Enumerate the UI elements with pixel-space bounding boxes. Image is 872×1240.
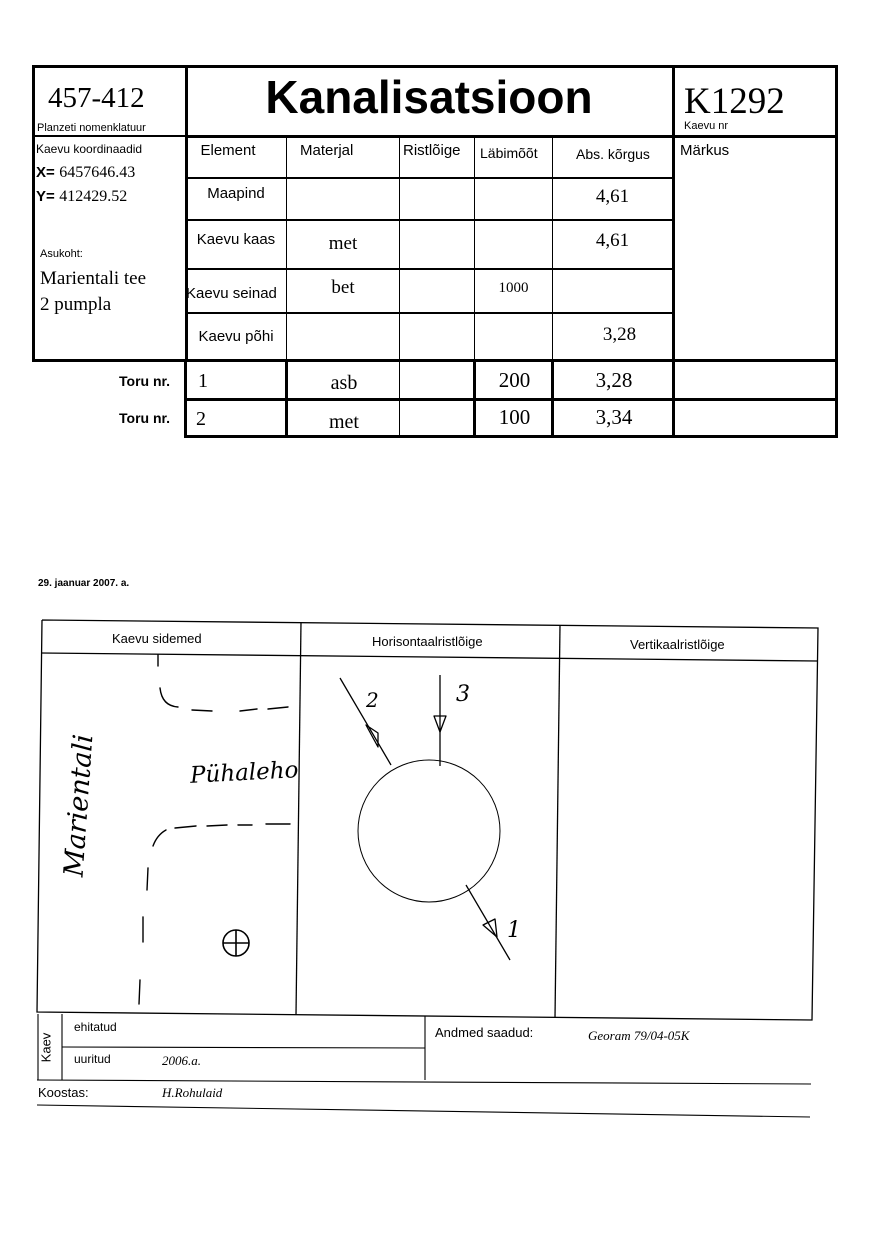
coordinate-x-label: X= (36, 164, 55, 181)
location-line-1: Marientali tee (40, 268, 147, 289)
location-label: Asukoht: (40, 248, 83, 260)
row-elevation: 4,61 (595, 186, 630, 207)
surveyed-label: uuritud (74, 1052, 111, 1066)
arrow-label-3: 3 (456, 682, 470, 707)
page-title: Kanalisatsioon (265, 71, 593, 123)
row-element: Kaevu seinad (186, 285, 277, 302)
pipe-diameter: 200 (498, 368, 531, 392)
pipe-elevation: 3,34 (595, 405, 633, 429)
row-elevation: 3,28 (602, 324, 637, 345)
column-header-elevation: Abs. kõrgus (576, 146, 650, 162)
sketch-column-vertical-section: Vertikaalristlõige (630, 637, 725, 652)
pipe-diameter: 100 (498, 405, 531, 429)
coordinate-y-value: 412429.52 (59, 188, 128, 205)
row-material: bet (331, 277, 355, 298)
author-label: Koostas: (38, 1085, 89, 1100)
location-line-2: 2 pumpla (40, 294, 112, 315)
pipe-material: asb (330, 372, 358, 394)
built-label: ehitatud (74, 1020, 117, 1034)
pipe-material: met (329, 411, 359, 433)
pipe-number: 2 (196, 408, 206, 430)
row-diameter: 1000 (498, 280, 529, 296)
coordinate-x-value: 6457646.43 (59, 164, 136, 181)
nomenclature-value: 457-412 (48, 82, 145, 114)
well-number-value: K1292 (684, 81, 785, 122)
data-source-label: Andmed saadud: (435, 1025, 534, 1040)
row-elevation: 4,61 (595, 230, 630, 251)
sketch-column-connections: Kaevu sidemed (112, 631, 202, 646)
data-source-value: Georam 79/04-05K (588, 1028, 690, 1043)
coordinate-y-label: Y= (36, 188, 55, 205)
pipe-number: 1 (198, 370, 208, 392)
arrow-label-2: 2 (366, 688, 379, 712)
pipe-elevation: 3,28 (595, 368, 633, 392)
column-header-diameter: Läbimõõt (480, 145, 538, 161)
coordinates-label: Kaevu koordinaadid (36, 142, 143, 156)
surveyed-value: 2006.a. (162, 1053, 201, 1068)
kaev-label: Kaev (38, 1032, 54, 1063)
pipe-label: Toru nr. (119, 373, 171, 389)
row-element: Maapind (207, 185, 265, 202)
nomenclature-label: Planzeti nomenklatuur (37, 122, 146, 134)
row-material: met (328, 233, 358, 254)
document-date: 29. jaanuar 2007. a. (38, 578, 130, 589)
street-label-horizontal: Pühaleho (189, 757, 300, 789)
column-header-material: Materjal (300, 142, 354, 159)
street-label-vertical: Marientali (58, 733, 100, 878)
arrow-label-1: 1 (507, 918, 521, 943)
row-element: Kaevu põhi (198, 328, 274, 345)
column-header-section: Ristlõige (403, 142, 461, 159)
column-header-notes: Märkus (680, 142, 730, 159)
sketch-column-horizontal-section: Horisontaalristlõige (372, 634, 483, 649)
author-value: H.Rohulaid (162, 1085, 223, 1100)
row-element: Kaevu kaas (196, 231, 276, 248)
pipe-label: Toru nr. (119, 410, 171, 426)
column-header-element: Element (200, 142, 256, 159)
well-number-label: Kaevu nr (684, 120, 729, 132)
